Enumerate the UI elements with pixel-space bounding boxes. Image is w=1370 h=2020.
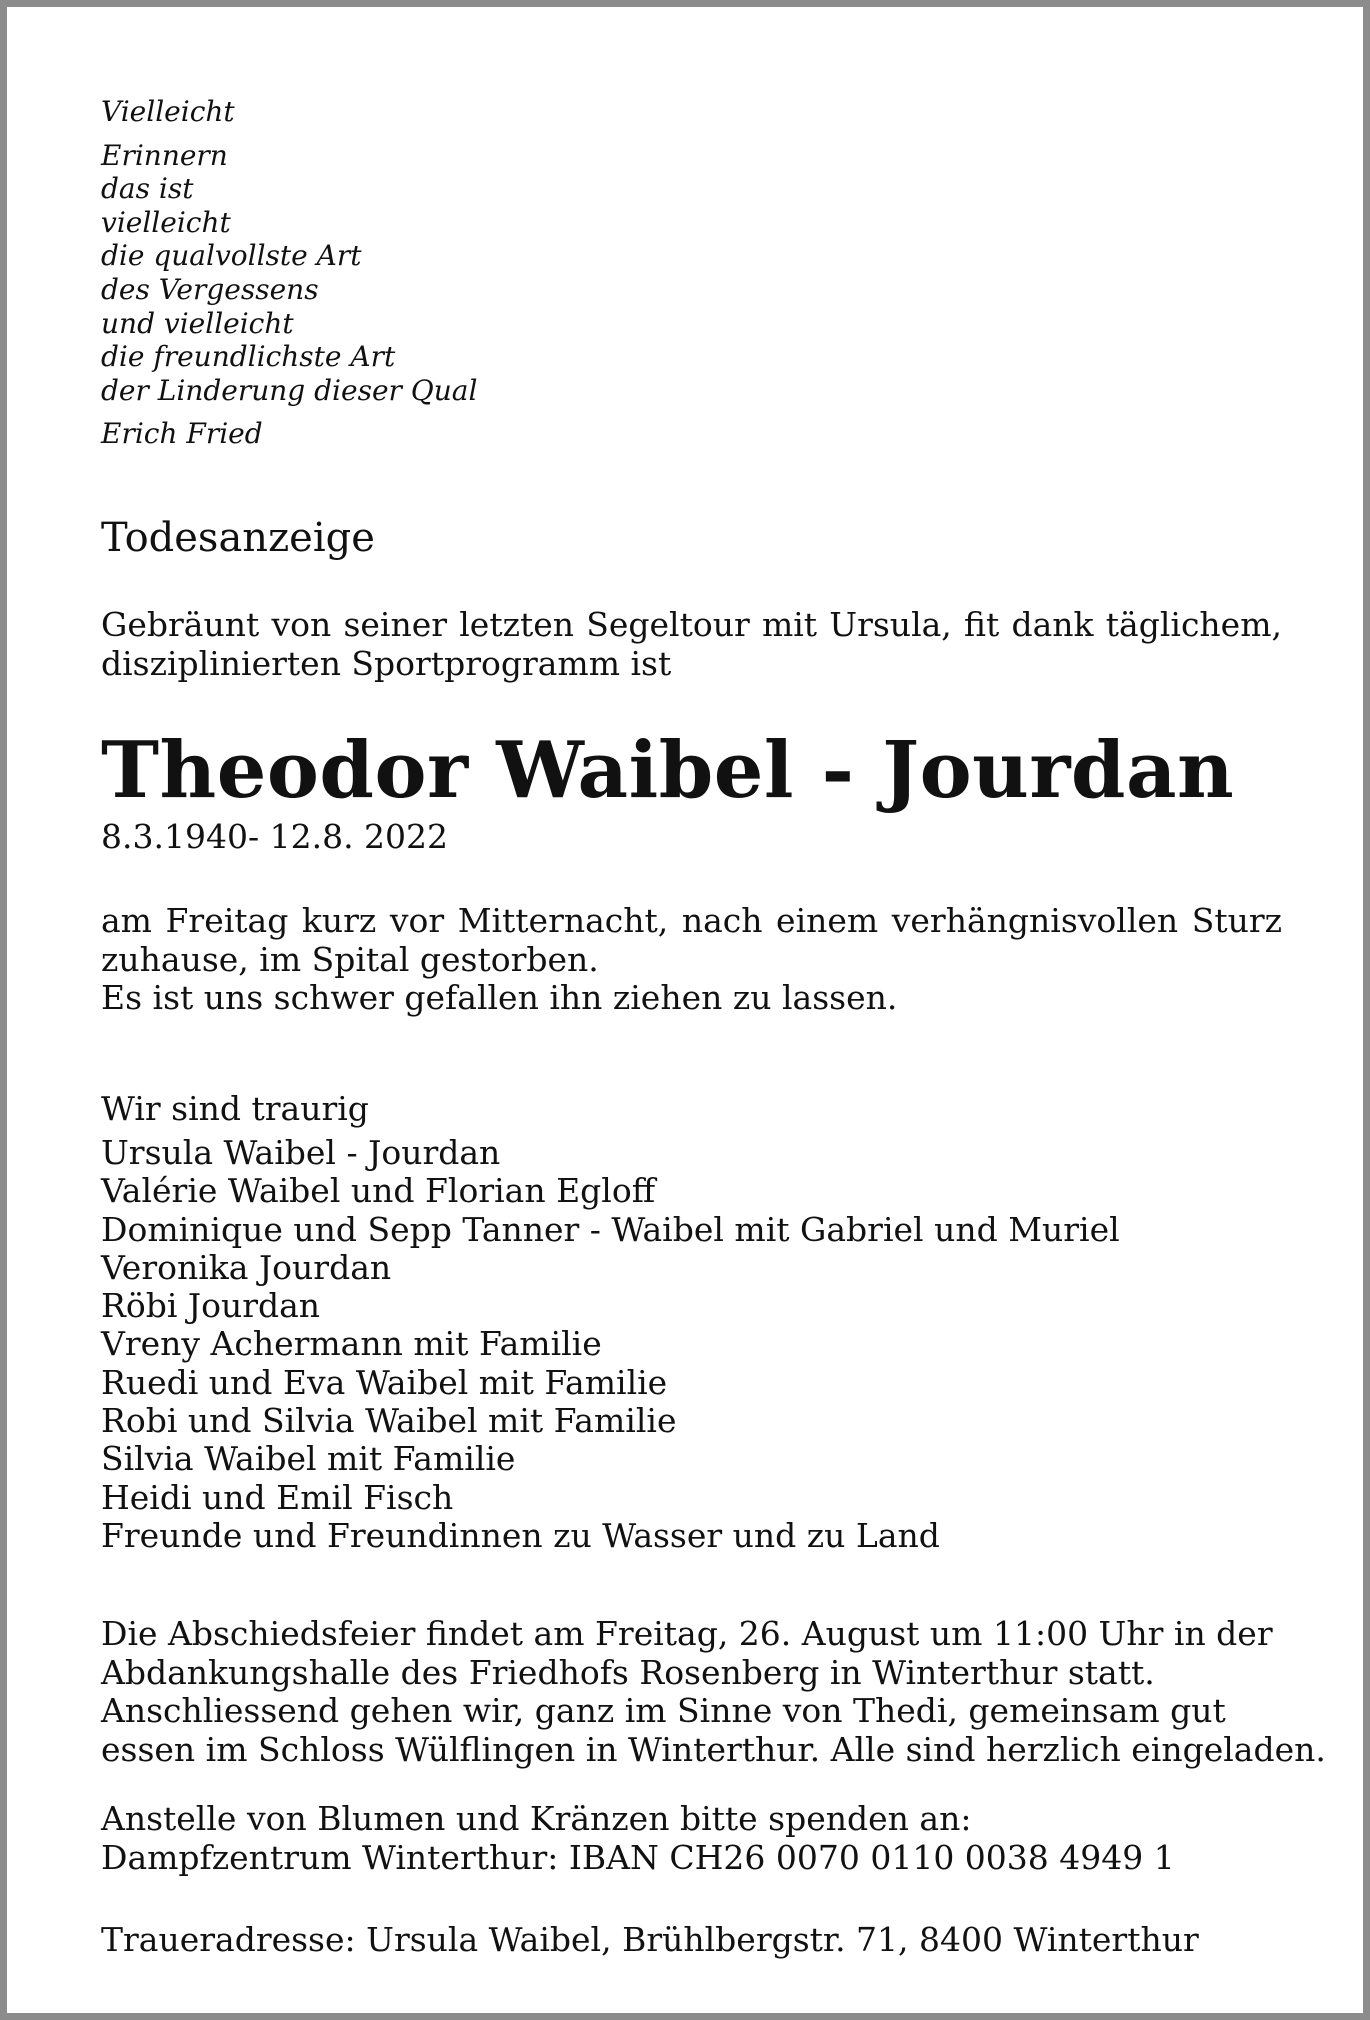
mourner-name: Heidi und Emil Fisch xyxy=(101,1477,454,1517)
ceremony-details xyxy=(101,1615,1341,1769)
poem-line: die freundlichste Art xyxy=(101,340,396,374)
mourner-name: Freunde und Freundinnen zu Wasser und zu Land xyxy=(101,1515,940,1555)
notice-title: Todesanzeige xyxy=(101,515,375,561)
mourner-name: Ruedi und Eva Waibel mit Familie xyxy=(101,1362,668,1402)
announcement-line: zuhause, im Spital gestorben. xyxy=(101,939,599,979)
poem-author: Erich Fried xyxy=(101,417,263,451)
mourner-name: Valérie Waibel und Florian Egloff xyxy=(101,1171,656,1211)
mourner-name: Dominique und Sepp Tanner - Waibel mit Gabriel und Muriel xyxy=(101,1209,1120,1249)
poem-line: vielleicht xyxy=(101,205,231,239)
notice-intro: Gebräunt von seiner letzten Segeltour mit Ursula, fit dank täglichem, disziplinierten Sportprogramm ist xyxy=(101,605,1282,683)
poem-line: der Linderung dieser Qual xyxy=(101,373,478,407)
mourner-name: Silvia Waibel mit Familie xyxy=(101,1439,516,1479)
poem xyxy=(101,95,477,451)
ceremony-line: Anschliessend gehen wir, ganz im Sinne von Thedi, gemeinsam gut xyxy=(101,1691,1226,1730)
announcement-line: am Freitag kurz vor Mitternacht, nach einem verhängnisvollen Sturz xyxy=(101,901,1282,940)
poem-line: das ist xyxy=(101,172,194,206)
mourner-name: Röbi Jourdan xyxy=(101,1286,321,1326)
poem-line: des Vergessens xyxy=(101,272,319,306)
poem-line: und vielleicht xyxy=(101,306,294,340)
mourners-intro: Wir sind traurig xyxy=(101,1089,369,1128)
announcement-line: Es ist uns schwer gefallen ihn ziehen zu lassen. xyxy=(101,978,898,1017)
life-dates: 8.3.1940- 12.8. 2022 xyxy=(101,817,449,856)
deceased-name: Theodor Waibel - Jourdan xyxy=(101,725,1235,816)
mourner-name: Veronika Jourdan xyxy=(101,1247,392,1287)
ceremony-line: Abdankungshalle des Friedhofs Rosenberg in Winterthur statt. xyxy=(101,1652,1155,1692)
ceremony-line: Die Abschiedsfeier findet am Freitag, 26. August um 11:00 Uhr in der xyxy=(101,1614,1273,1653)
mourner-name: Robi und Silvia Waibel mit Familie xyxy=(101,1401,677,1441)
death-announcement xyxy=(101,902,1282,1018)
mourner-name: Ursula Waibel - Jourdan xyxy=(101,1133,501,1172)
donation-recipient: Dampfzentrum Winterthur: IBAN CH26 0070 0110 0038 4949 1 xyxy=(101,1837,1175,1877)
poem-line: Erinnern xyxy=(101,138,228,172)
mourner-name: Vreny Achermann mit Familie xyxy=(101,1324,602,1364)
poem-line: die qualvollste Art xyxy=(101,239,362,273)
poem-line: Vielleicht xyxy=(101,95,235,128)
donation-request: Anstelle von Blumen und Kränzen bitte spenden an: xyxy=(101,1799,972,1838)
donation-info xyxy=(101,1800,1175,1877)
ceremony-line: essen im Schloss Wülflingen in Winterthur. Alle sind herzlich eingeladen. xyxy=(101,1729,1326,1769)
mourners-list xyxy=(101,1134,1120,1555)
mourning-address: Traueradresse: Ursula Waibel, Brühlbergstr. 71, 8400 Winterthur xyxy=(101,1920,1199,1959)
